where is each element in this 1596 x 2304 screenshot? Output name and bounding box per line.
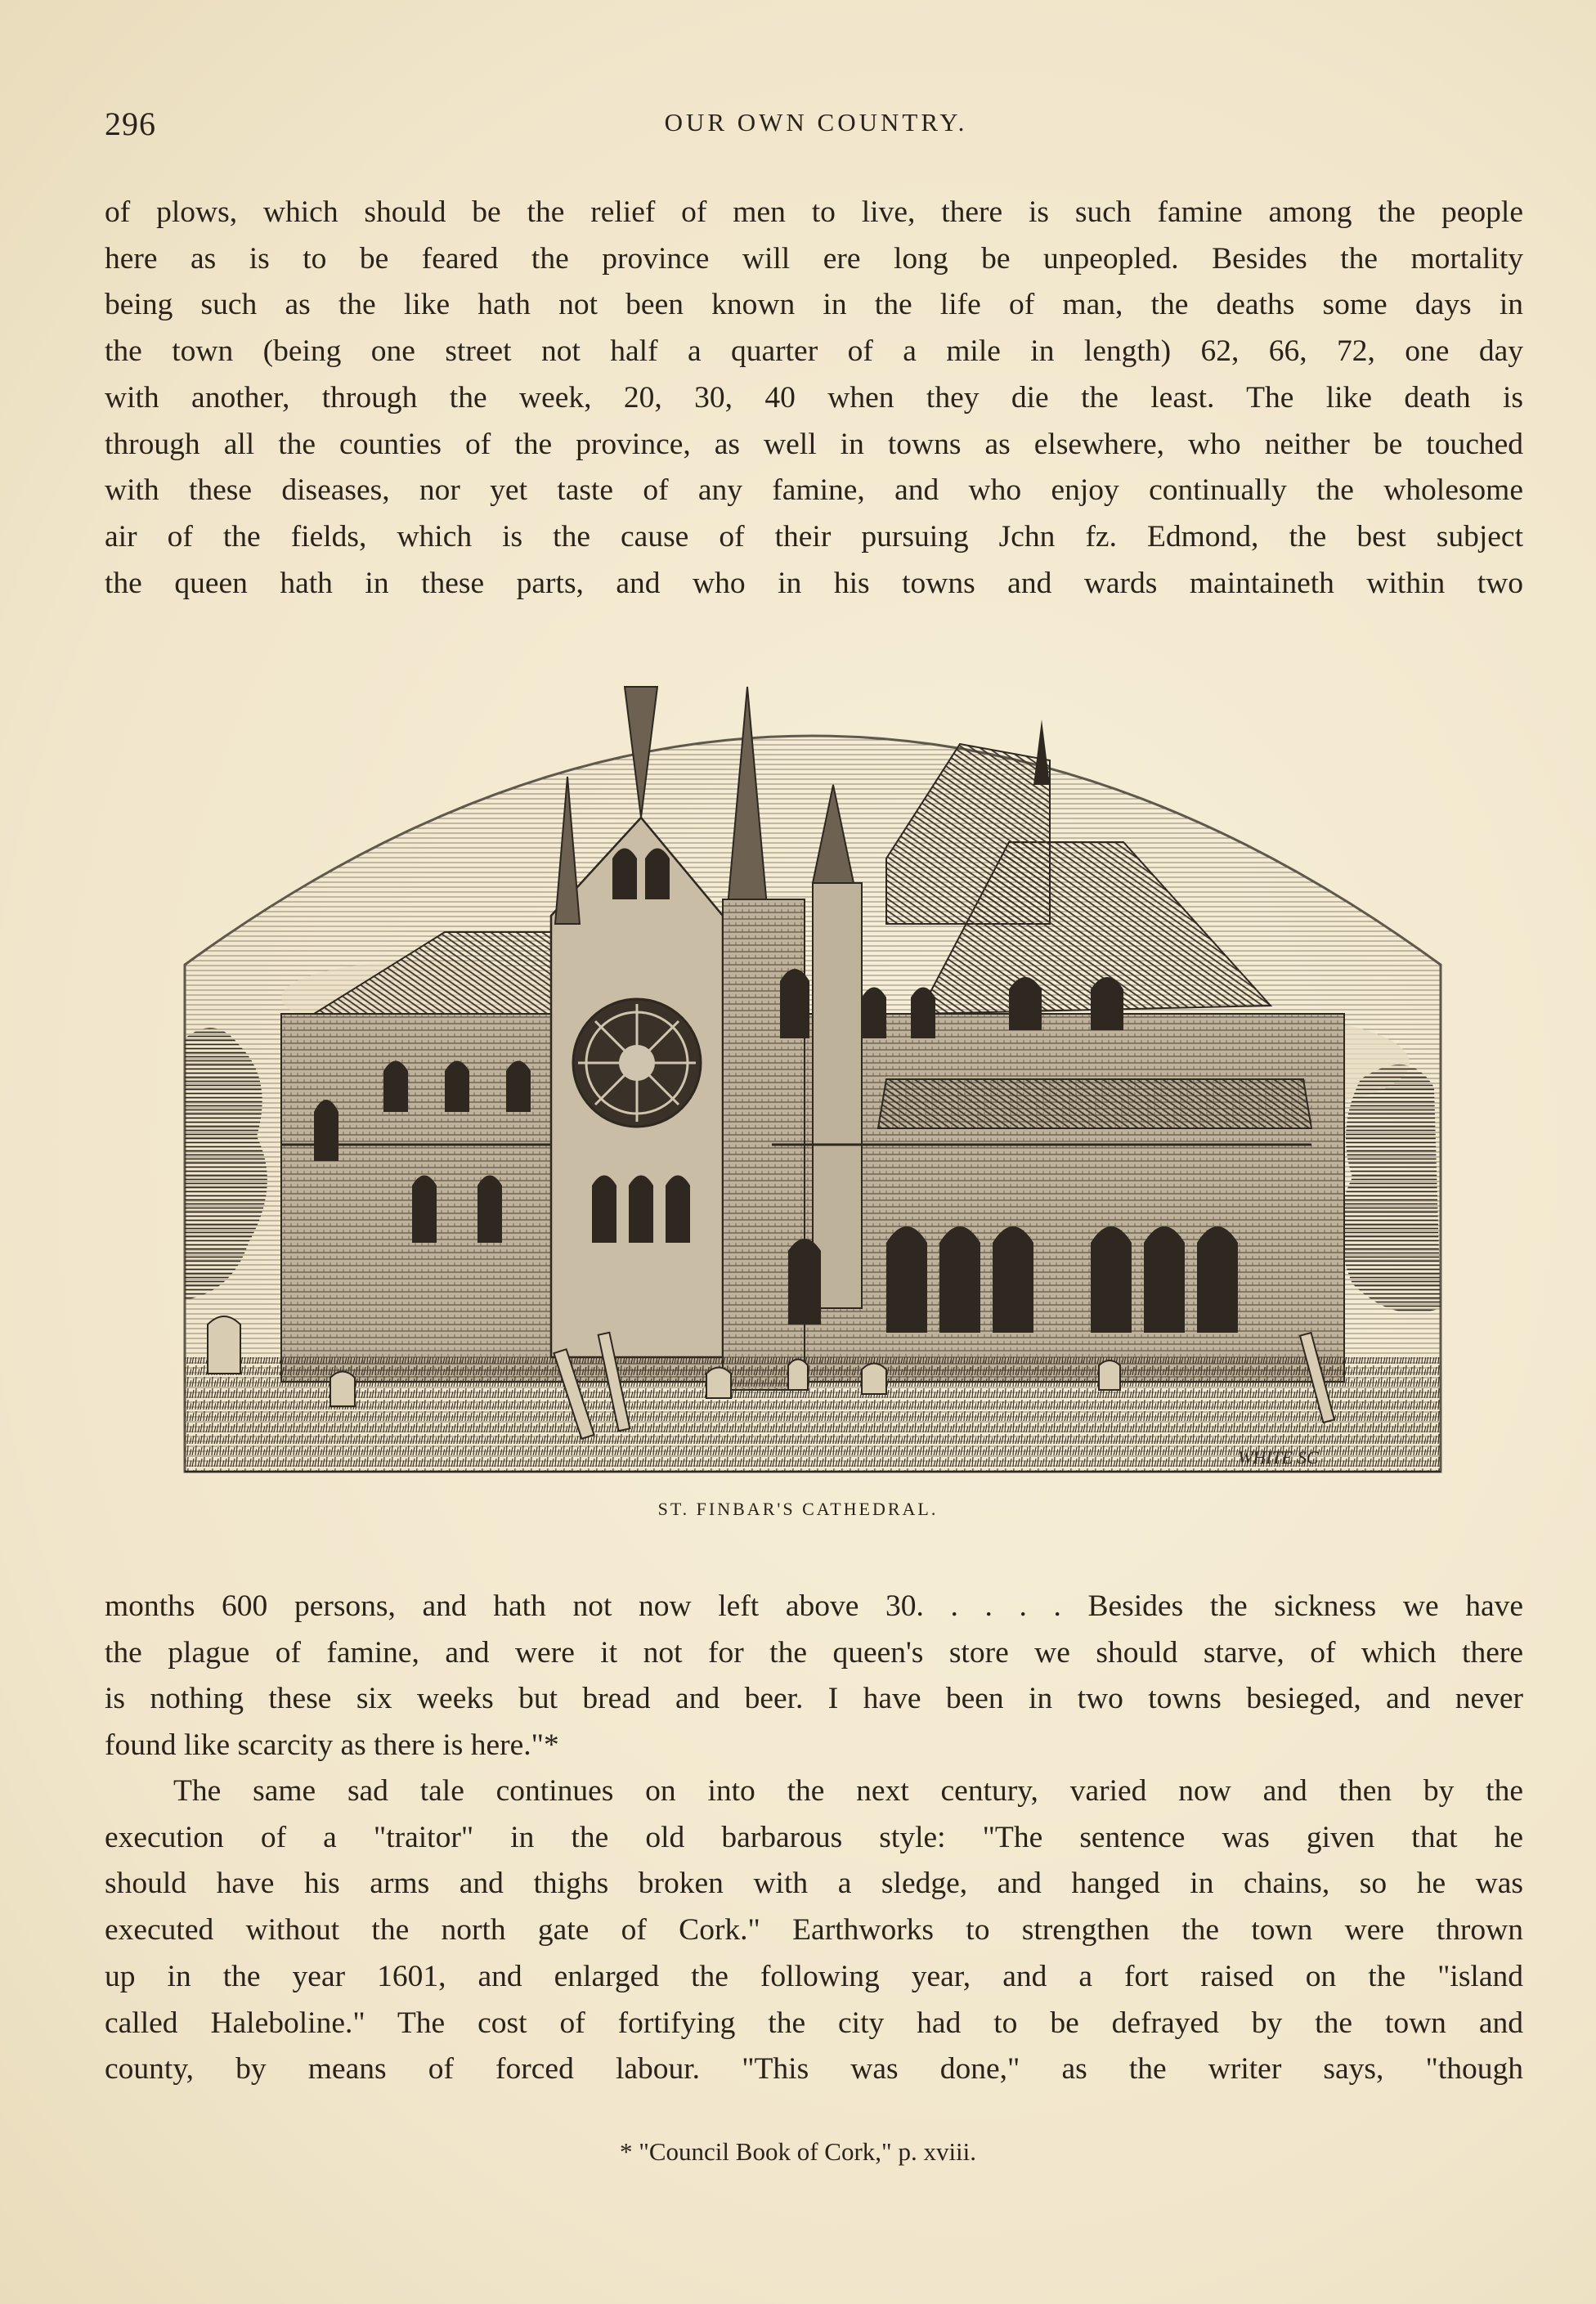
- paragraph-bottom-1: [105, 1584, 1523, 1769]
- text-line: through all the counties of the province, as well in towns as elsewhere, who neither be touched: [105, 427, 1523, 461]
- text-line: executed without the north gate of Cork." Earthworks to strengthen the town were thrown: [105, 1913, 1523, 1948]
- text-line: the queen hath in these parts, and who in his towns and wards maintaineth within two: [105, 566, 1523, 600]
- text-line: found like scarcity as there is here."*: [105, 1728, 559, 1763]
- text-line: the town (being one street not half a quarter of a mile in length) 62, 66, 72, one day: [105, 334, 1523, 369]
- text-line: the plague of famine, and were it not for the queen's store we should starve, of which there: [105, 1635, 1523, 1670]
- text-line: The same sad tale continues on into the next century, varied now and then by the: [173, 1774, 1523, 1808]
- text-line: here as is to be feared the province will ere long be unpeopled. Besides the mortality: [105, 241, 1523, 276]
- paragraph-top: [105, 190, 1523, 607]
- footnote: * "Council Book of Cork," p. xviii.: [619, 2137, 977, 2166]
- engraver-signature: WHITE SC: [1238, 1447, 1319, 1468]
- page-header: [105, 105, 1527, 154]
- text-line: execution of a "traitor" in the old barbarous style: "The sentence was given that he: [105, 1820, 1523, 1854]
- text-line: is nothing these six weeks but bread and beer. I have been in two towns besieged, and never: [105, 1682, 1523, 1716]
- text-line: should have his arms and thighs broken with a sledge, and hanged in chains, so he was: [105, 1867, 1523, 1901]
- text-line: air of the fields, which is the cause of their pursuing Jchn fz. Edmond, the best subject: [105, 519, 1523, 554]
- text-line: county, by means of forced labour. "This was done," as the writer says, "though: [105, 2052, 1523, 2087]
- text-line: with these diseases, nor yet taste of any famine, and who enjoy continually the wholesome: [105, 473, 1523, 508]
- text-line: with another, through the week, 20, 30, 40 when they die the least. The like death is: [105, 380, 1523, 415]
- cathedral-engraving: [183, 654, 1442, 1480]
- page-number: 296: [105, 105, 156, 142]
- text-line: up in the year 1601, and enlarged the following year, and a fort raised on the "island: [105, 1959, 1523, 1993]
- text-line: called Haleboline." The cost of fortifying the city had to be defrayed by the town and: [105, 2006, 1523, 2040]
- paragraph-bottom-2: [105, 1768, 1523, 2093]
- text-line: of plows, which should be the relief of men to live, there is such famine among the people: [105, 195, 1523, 229]
- text-line: being such as the like hath not been known in the life of man, the deaths some days in: [105, 288, 1523, 322]
- text-line: months 600 persons, and hath not now left above 30. . . . . Besides the sickness we have: [105, 1589, 1523, 1623]
- running-title: OUR OWN COUNTRY.: [664, 108, 968, 137]
- figure-caption: ST. FINBAR'S CATHEDRAL.: [657, 1499, 939, 1519]
